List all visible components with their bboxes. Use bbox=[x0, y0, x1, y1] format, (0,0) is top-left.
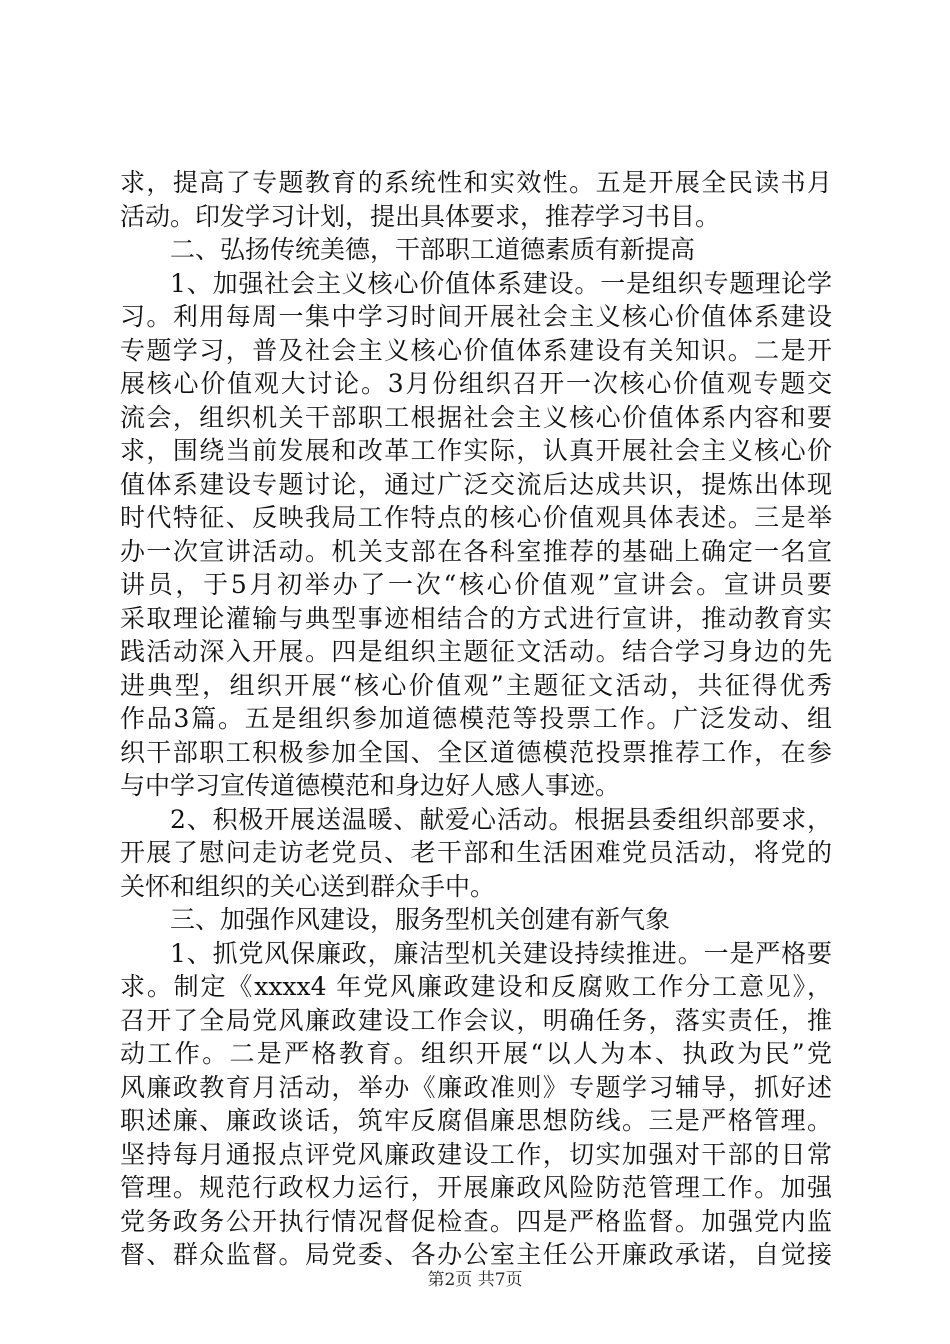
page-number-footer: 第2页 共7页 bbox=[427, 1270, 523, 1290]
text-line: 求，提高了专题教育的系统性和实效性。五是开展全民读书月 bbox=[120, 168, 832, 197]
text-line: 求。制定《xxxx4 年党风廉政建设和反腐败工作分工意见》， bbox=[120, 972, 832, 1001]
text-line: 开展了慰问走访老党员、老干部和生活困难党员活动，将党的 bbox=[120, 838, 832, 867]
document-body bbox=[120, 166, 832, 1272]
text-line: 动工作。二是严格教育。组织开展“以人为本、执政为民”党 bbox=[120, 1039, 832, 1068]
text-line: 作品3篇。五是组织参加道德模范等投票工作。广泛发动、组 bbox=[120, 704, 832, 733]
text-line: 织干部职工积极参加全国、全区道德模范投票推荐工作，在参 bbox=[120, 737, 832, 767]
text-line: 职述廉、廉政谈话，筑牢反腐倡廉思想防线。三是严格管理。 bbox=[120, 1106, 832, 1135]
text-line: 与中学习宣传道德模范和身边好人感人事迹。 bbox=[120, 771, 621, 800]
text-line: 讲员，于5月初举办了一次“核心价值观”宣讲会。宣讲员要 bbox=[120, 570, 832, 599]
text-line: 进典型，组织开展“核心价值观”主题征文活动，共征得优秀 bbox=[120, 670, 832, 700]
text-line: 1、加强社会主义核心价值体系建设。一是组织专题理论学 bbox=[170, 268, 832, 298]
text-line: 1、抓党风保廉政，廉洁型机关建设持续推进。一是严格要 bbox=[170, 938, 832, 968]
text-line: 办一次宣讲活动。机关支部在各科室推荐的基础上确定一名宣 bbox=[120, 536, 832, 566]
text-line: 值体系建设专题讨论，通过广泛交流后达成共识，提炼出体现 bbox=[120, 469, 832, 499]
text-line: 2、积极开展送温暖、献爱心活动。根据县委组织部要求， bbox=[170, 804, 832, 834]
text-line: 党务政务公开执行情况督促检查。四是严格监督。加强党内监 bbox=[120, 1206, 832, 1236]
text-line: 活动。印发学习计划，提出具体要求，推荐学习书目。 bbox=[120, 201, 721, 231]
text-line: 时代特征、反映我局工作特点的核心价值观具体表述。三是举 bbox=[120, 503, 832, 532]
text-line: 三、加强作风建设，服务型机关创建有新气象 bbox=[170, 905, 671, 934]
text-line: 习。利用每周一集中学习时间开展社会主义核心价值体系建设 bbox=[120, 302, 832, 331]
text-line: 坚持每月通报点评党风廉政建设工作，切实加强对干部的日常 bbox=[120, 1139, 832, 1169]
text-line: 践活动深入开展。四是组织主题征文活动。结合学习身边的先 bbox=[120, 637, 832, 666]
text-line: 风廉政教育月活动，举办《廉政准则》专题学习辅导，抓好述 bbox=[120, 1072, 832, 1102]
text-line: 关怀和组织的关心送到群众手中。 bbox=[120, 871, 496, 901]
text-line: 召开了全局党风廉政建设工作会议，明确任务，落实责任，推 bbox=[120, 1005, 832, 1035]
text-line: 展核心价值观大讨论。3月份组织召开一次核心价值观专题交 bbox=[120, 369, 832, 398]
text-line: 管理。规范行政权力运行，开展廉政风险防范管理工作。加强 bbox=[120, 1173, 832, 1202]
text-line: 专题学习，普及社会主义核心价值体系建设有关知识。二是开 bbox=[120, 335, 832, 365]
text-line: 采取理论灌输与典型事迹相结合的方式进行宣讲，推动教育实 bbox=[120, 603, 832, 633]
text-line: 督、群众监督。局党委、各办公室主任公开廉政承诺，自觉接 bbox=[120, 1240, 832, 1269]
text-line: 流会，组织机关干部职工根据社会主义核心价值体系内容和要 bbox=[120, 402, 832, 432]
text-line: 二、弘扬传统美德，干部职工道德素质有新提高 bbox=[170, 235, 696, 264]
text-line: 求，围绕当前发展和改革工作实际，认真开展社会主义核心价 bbox=[120, 436, 832, 465]
